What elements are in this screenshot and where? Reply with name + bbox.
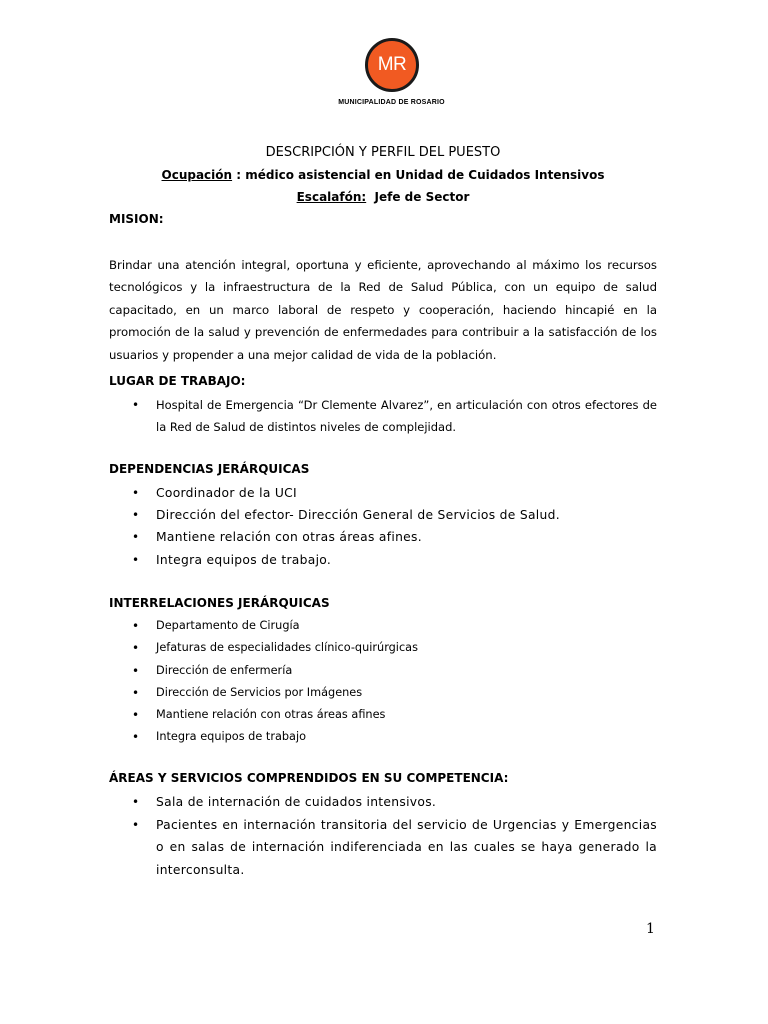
list-item: • Jefaturas de especialidades clínico-quirúrgicas [109,637,657,659]
organization-name: MUNICIPALIDAD DE ROSARIO [338,99,445,106]
document-title: DESCRIPCIÓN Y PERFIL DEL PUESTO [265,145,501,160]
list-item: • Dirección de enfermería [109,660,657,682]
mision-heading: MISION: [109,212,164,226]
areas-list [109,791,657,881]
municipality-logo [365,38,419,92]
list-item: • Integra equipos de trabajo [109,726,657,748]
list-item: • Dirección de Servicios por Imágenes [109,682,657,704]
mision-text: Brindar una atención integral, oportuna y eficiente, aprovechando al máximo los recursos tecnológicos y la infraestructura de la Red de Salud Pública, con un equipo de salud capacitado, en un marco laboral de respeto y cooperación, haciendo hincapié en la promoción de la salud y prevención de enfermedades para contribuir a la satisfacción de los usuarios y propender a una mejor calidad de vida de la población. [109,258,657,362]
occupation-value: : médico asistencial en Unidad de Cuidados Intensivos [232,168,605,182]
list-item: • Hospital de Emergencia “Dr Clemente Alvarez”, en articulación con otros efectores de la Red de Salud de distintos niveles de complejidad. [109,394,657,439]
list-item: • Sala de internación de cuidados intensivos. [109,791,657,814]
areas-heading: ÁREAS Y SERVICIOS COMPRENDIDOS EN SU COMPETENCIA: [109,771,509,785]
dependencias-list [109,482,657,571]
escalafon-value: Jefe de Sector [366,190,470,204]
lugar-list [109,394,657,439]
list-item: • Coordinador de la UCI [109,482,657,504]
occupation-label: Ocupación [161,168,233,182]
escalafon-label: Escalafón: [296,190,367,204]
list-item: • Pacientes en internación transitoria del servicio de Urgencias y Emergencias o en salas de internación indiferenciada en las cuales se haya generado la interconsulta. [109,814,657,882]
list-item: • Dirección del efector- Dirección General de Servicios de Salud. [109,504,657,526]
logo-text: MR [377,54,407,75]
occupation-line [0,168,766,182]
interrelaciones-heading: INTERRELACIONES JERÁRQUICAS [109,596,330,610]
dependencias-heading: DEPENDENCIAS JERÁRQUICAS [109,462,310,476]
escalafon-line [0,190,766,204]
interrelaciones-list [109,615,657,749]
list-item: • Integra equipos de trabajo. [109,549,657,571]
page-number: 1 [646,921,655,937]
list-item: • Departamento de Cirugía [109,615,657,637]
list-item: • Mantiene relación con otras áreas afines. [109,526,657,548]
lugar-heading: LUGAR DE TRABAJO: [109,374,246,388]
list-item: • Mantiene relación con otras áreas afines [109,704,657,726]
